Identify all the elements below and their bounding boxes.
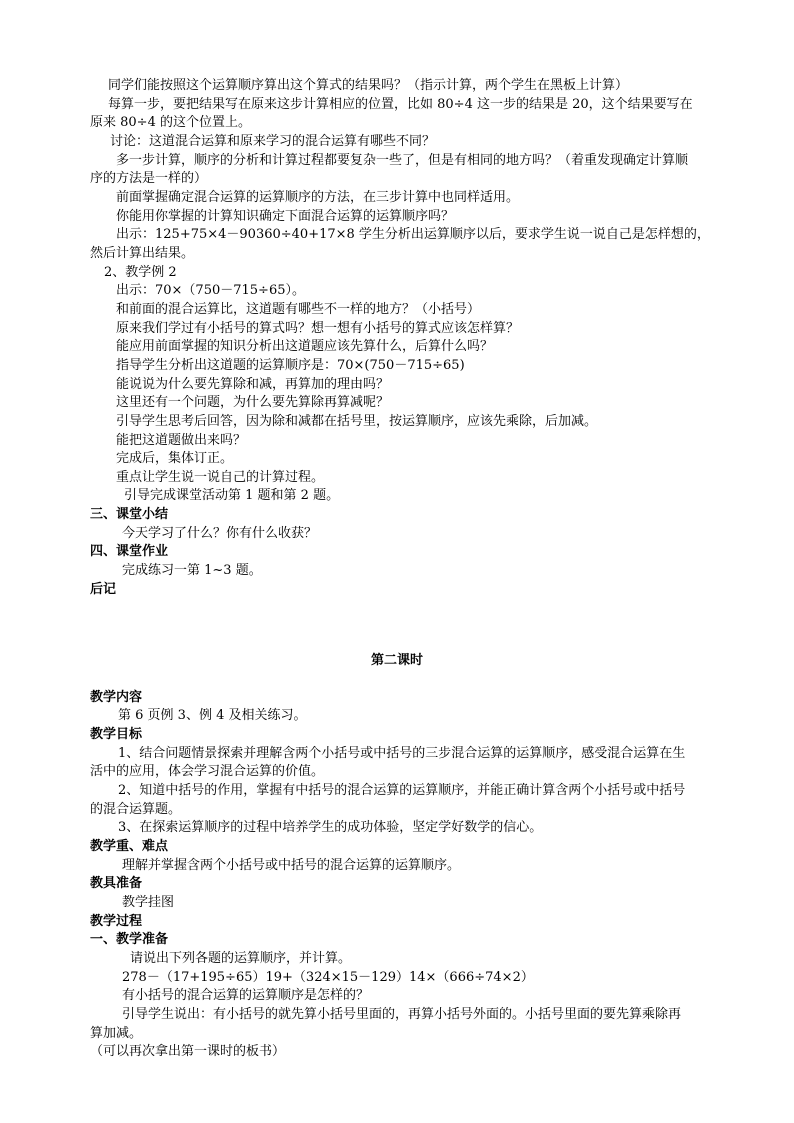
paragraph-line: 引导学生说出：有小括号的就先算小括号里面的，再算小括号外面的。小括号里面的要先算乘除再 (122, 1007, 682, 1022)
paragraph-line: 完成练习一第 1~3 题。 (122, 563, 262, 578)
paragraph-line: 每算一步，要把结果写在原来这步计算相应的位置，比如 80÷4 这一步的结果是 20，这个结果要写在 (108, 97, 693, 112)
section-heading: 教学过程 (90, 914, 143, 929)
paragraph-line: 的混合运算题。 (90, 802, 182, 817)
paragraph-line: 能应用前面掌握的知识分析出这道题应该先算什么，后算什么吗？ (116, 339, 494, 354)
paragraph-line: 1、结合问题情景探索并理解含两个小括号或中括号的三步混合运算的运算顺序，感受混合运算在生 (118, 746, 686, 761)
paragraph-line: 你能用你掌握的计算知识确定下面混合运算的运算顺序吗？ (116, 209, 455, 224)
paragraph-line: 能说说为什么要先算除和减，再算加的理由吗？ (116, 377, 390, 392)
section-heading: 教学内容 (90, 690, 143, 705)
section-heading: 教具准备 (90, 876, 143, 891)
page-title: 第二课时 (370, 653, 423, 668)
paragraph-line: 指导学生分析出这道题的运算顺序是：70×(750－715÷65) (116, 358, 465, 373)
paragraph-line: 出示：70×（750－715÷65）。 (116, 283, 305, 298)
paragraph-line: 有小括号的混合运算的运算顺序是怎样的？ (122, 988, 370, 1003)
paragraph-line: 278－（17+195÷65）19+（324×15－129）14×（666÷74×2） (122, 970, 534, 985)
paragraph-line: 多一步计算，顺序的分析和计算过程都要复杂一些了，但是有相同的地方吗？（着重发现确定计算顺 (116, 153, 689, 168)
paragraph-line: 出示：125+75×4－90360÷40+17×8 学生分析出运算顺序以后，要求学生说一说自己是怎样想的， (116, 227, 710, 242)
section-heading: 三、课堂小结 (90, 507, 169, 522)
section-heading: 四、课堂作业 (90, 544, 169, 559)
paragraph-line: 和前面的混合运算比，这道题有哪些不一样的地方？（小括号） (116, 302, 481, 317)
paragraph-line: 请说出下列各题的运算顺序，并计算。 (130, 951, 352, 966)
paragraph-line: 重点让学生说一说自己的计算过程。 (116, 470, 325, 485)
paragraph-line: 今天学习了什么？你有什么收获？ (122, 526, 318, 541)
paragraph-line: 引导学生思考后回答，因为除和减都在括号里，按运算顺序，应该先乘除，后加减。 (116, 414, 598, 429)
section-heading: 一、教学准备 (90, 932, 169, 947)
paragraph-line: 同学们能按照这个运算顺序算出这个算式的结果吗？（指示计算，两个学生在黑板上计算） (108, 78, 629, 93)
paragraph-line: 然后计算出结果。 (90, 246, 195, 261)
paragraph-line: 理解并掌握含两个小括号或中括号的混合运算的运算顺序。 (122, 858, 461, 873)
paragraph-line: 序的方法是一样的） (90, 171, 208, 186)
paragraph-line: 2、知道中括号的作用，掌握有中括号的混合运算的运算顺序，并能正确计算含两个小括号或中括号 (118, 783, 686, 798)
list-heading: 2、教学例 2 (104, 265, 177, 280)
section-heading: 教学重、难点 (90, 839, 169, 854)
paragraph-line: 教学挂图 (122, 895, 175, 910)
paragraph-line: 完成后，集体订正。 (116, 451, 234, 466)
paragraph-line: 算加减。 (90, 1026, 143, 1041)
paragraph-line: 原来 80÷4 的这个位置上。 (90, 115, 251, 130)
paragraph-line: （可以再次拿出第一课时的板书） (90, 1044, 286, 1059)
paragraph-line: 前面掌握确定混合运算的运算顺序的方法，在三步计算中也同样适用。 (116, 190, 520, 205)
paragraph-line: 引导完成课堂活动第 1 题和第 2 题。 (124, 488, 340, 503)
paragraph-line: 原来我们学过有小括号的算式吗？想一想有小括号的算式应该怎样算？ (116, 321, 520, 336)
paragraph-line: 能把这道题做出来吗？ (116, 433, 247, 448)
section-heading: 教学目标 (90, 727, 143, 742)
section-heading: 后记 (90, 582, 117, 597)
paragraph-line: 讨论：这道混合运算和原来学习的混合运算有哪些不同？ (110, 134, 436, 149)
paragraph-line: 活中的应用，体会学习混合运算的价值。 (90, 764, 325, 779)
paragraph-line: 这里还有一个问题，为什么要先算除再算减呢？ (116, 395, 390, 410)
paragraph-line: 3、在探索运算顺序的过程中培养学生的成功体验，坚定学好数学的信心。 (118, 820, 543, 835)
paragraph-line: 第 6 页例 3、例 4 及相关练习。 (118, 708, 307, 723)
